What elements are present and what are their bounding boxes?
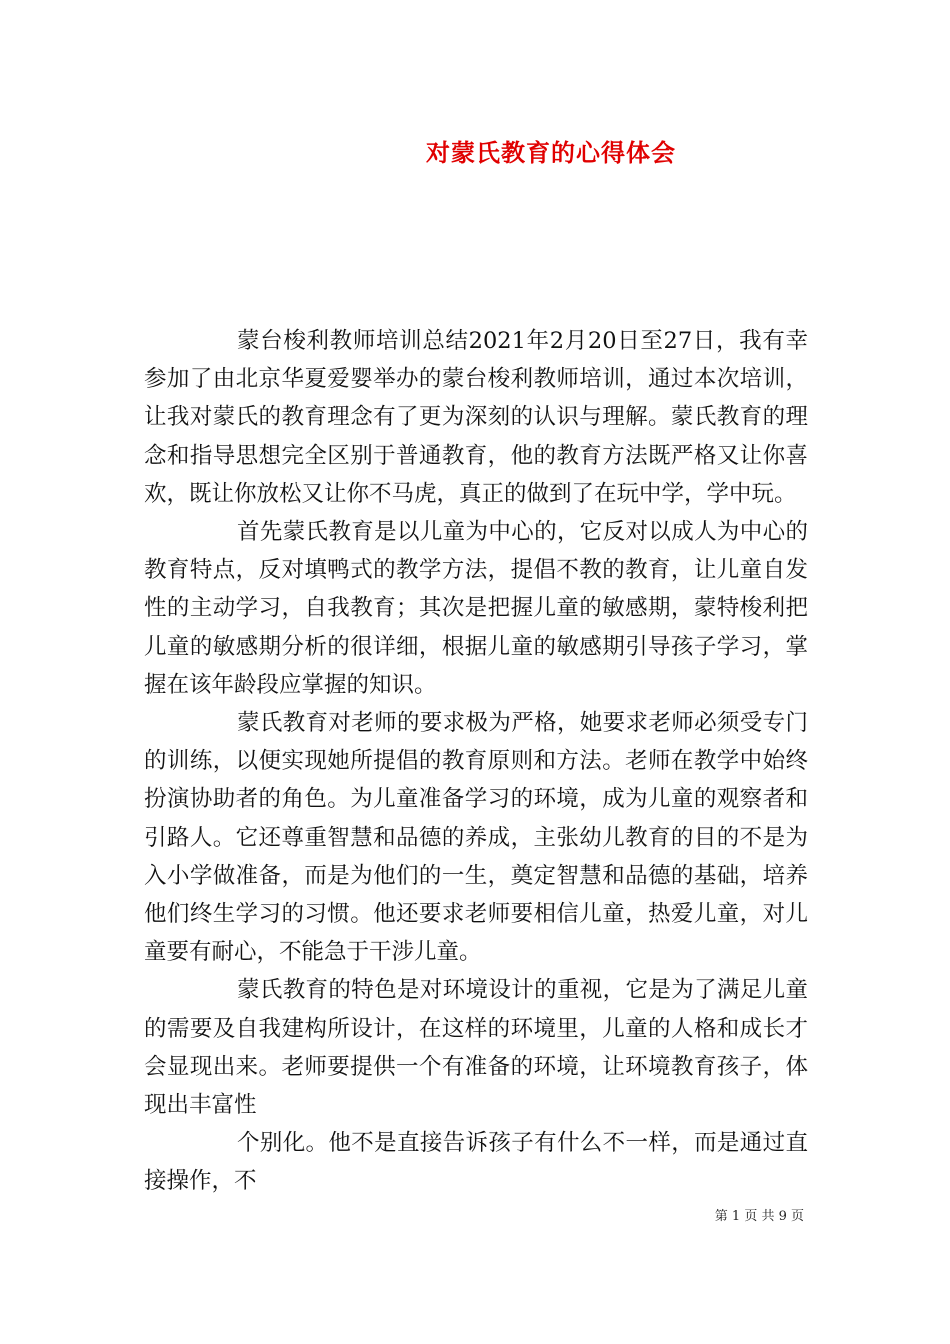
- document-body: [144, 322, 808, 1201]
- page-number-footer: 第 1 页 共 9 页: [714, 1209, 804, 1224]
- paragraph: 蒙氏教育对老师的要求极为严格，她要求老师必须受专门的训练，以便实现她所提倡的教育原则和方法。老师在教学中始终扮演协助者的角色。为儿童准备学习的环境，成为儿童的观察者和引路人。它还尊重智慧和品德的养成，主张幼儿教育的目的不是为入小学做准备，而是为他们的一生，奠定智慧和品德的基础，培养他们终生学习的习惯。他还要求老师要相信儿童，热爱儿童，对儿童要有耐心，不能急于干涉儿童。: [144, 710, 808, 966]
- paragraph: 蒙氏教育的特色是对环境设计的重视，它是为了满足儿童的需要及自我建构所设计，在这样的环境里，儿童的人格和成长才会显现出来。老师要提供一个有准备的环境，让环境教育孩子，体现出丰富性: [144, 977, 808, 1119]
- paragraph: 个别化。他不是直接告诉孩子有什么不一样，而是通过直接操作，不: [144, 1130, 808, 1195]
- paragraph: 首先蒙氏教育是以儿童为中心的，它反对以成人为中心的教育特点，反对填鸭式的教学方法，提倡不教的教育，让儿童自发性的主动学习，自我教育；其次是把握儿童的敏感期，蒙特梭利把儿童的敏感期分析的很详细，根据儿童的敏感期引导孩子学习，掌握在该年龄段应掌握的知识。: [144, 519, 808, 698]
- document-title: 对蒙氏教育的心得体会: [426, 138, 676, 167]
- paragraph: 蒙台梭利教师培训总结2021年2月20日至27日，我有幸参加了由北京华夏爱婴举办的蒙台梭利教师培训，通过本次培训，让我对蒙氏的教育理念有了更为深刻的认识与理解。蒙氏教育的理念和指导思想完全区别于普通教育，他的教育方法既严格又让你喜欢，既让你放松又让你不马虎，真正的做到了在玩中学，学中玩。: [144, 328, 808, 507]
